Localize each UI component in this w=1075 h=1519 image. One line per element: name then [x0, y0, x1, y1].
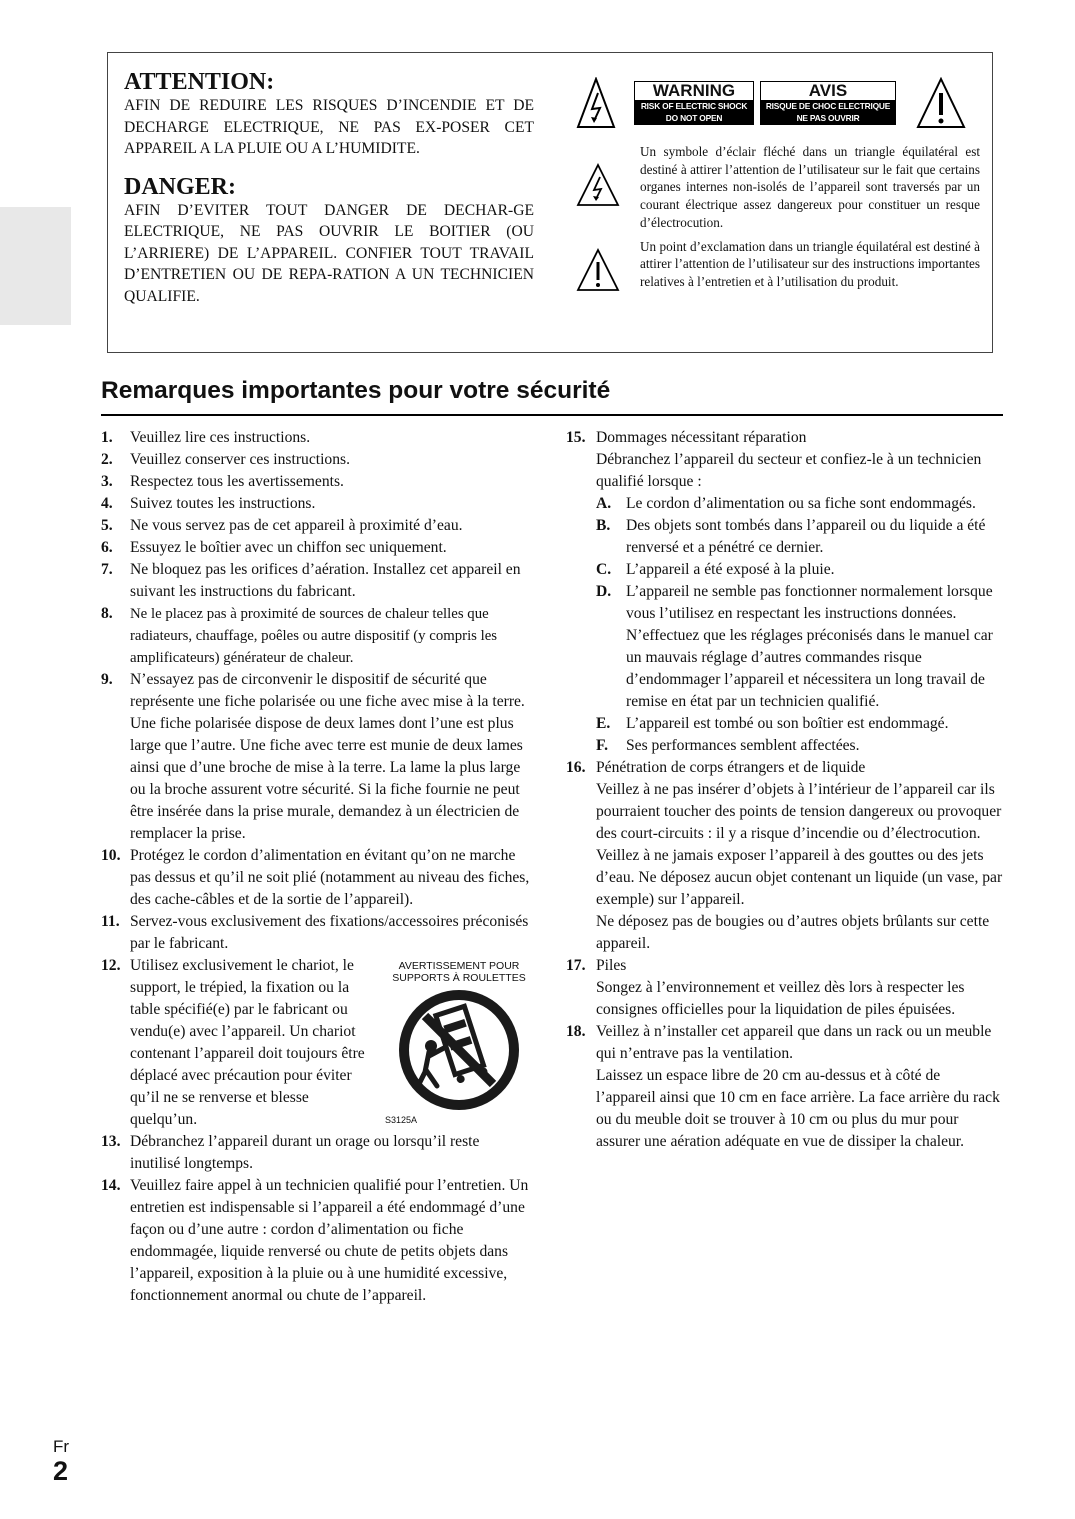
list-item: [101, 427, 533, 449]
sub-item-text: Ses performances semblent affectées.: [626, 737, 860, 754]
item-paragraph: Veillez à ne pas insérer d’objets à l’intérieur de l’appareil car ils pourraient toucher des points de tension dangereux ou provoquer des court-circuits : il y a risque d’incendie ou d’électrocution.: [596, 781, 1002, 842]
item-12-content: [130, 955, 533, 1131]
lightning-triangle-icon: [576, 77, 616, 129]
danger-text: AFIN D’EVITER TOUT DANGER DE DECHAR-GE ELECTRIQUE, NE PAS OUVRIR LE BOITIER (OU L’ARRIERE) DE L’APPAREIL. CONFIER TOUT TRAVAIL D’ENTRETIEN OU DE REPA-RATION A UN TECHNICIEN QUALIFIE.: [124, 201, 534, 305]
item-number: 16.: [566, 759, 586, 776]
item-text: Respectez tous les avertissements.: [130, 473, 344, 490]
item-title: Veillez à n’installer cet appareil que dans un rack ou un meuble qui n’entrave pas la ventilation.: [596, 1023, 992, 1062]
list-item: [101, 537, 533, 559]
cart-warning-figure: [385, 955, 533, 1131]
item-paragraph: Ne déposez pas de bougies ou d’autres objets brûlants sur cette appareil.: [596, 913, 990, 952]
sub-item-letter: F.: [596, 737, 608, 754]
cart-tip-over-icon: [389, 988, 531, 1114]
item-number: 3.: [101, 473, 113, 490]
cart-figure-code: S3125A: [385, 1115, 418, 1125]
item-text: Débranchez l’appareil du secteur et confiez-le à un technicien qualifié lorsque :: [596, 451, 982, 490]
warning-label: [634, 81, 754, 125]
list-item: [101, 493, 533, 515]
item-text: Suivez toutes les instructions.: [130, 495, 316, 512]
exclamation-triangle-icon: [916, 77, 966, 129]
item-18-content: [596, 1021, 1003, 1153]
list-item: [566, 955, 1003, 1021]
section-title: Remarques importantes pour votre sécurité: [101, 377, 611, 404]
exclamation-explanation: [576, 238, 980, 292]
item-number: 11.: [101, 913, 120, 930]
warning-label-line2: DO NOT OPEN: [635, 112, 753, 124]
sub-item: [596, 559, 1003, 581]
avis-label-title: AVIS: [808, 81, 848, 100]
sub-item-text: L’appareil a été exposé à la pluie.: [626, 561, 835, 578]
warning-labels: [634, 81, 896, 125]
warning-label-title: WARNING: [652, 81, 736, 100]
item-text: Utilisez exclusivement le chariot, le support, le trépied, la fixation ou la table spécifié(e) par le fabricant ou vendu(e) avec l’appareil. Un chariot contenant l’appareil doit toujours être déplacé avec précaution pour éviter qu’il ne se renverse et blesse quelqu’un.: [130, 957, 365, 1128]
item-text: Songez à l’environnement et veillez dès lors à respecter les consignes officielles pour la liquidation de piles épuisées.: [596, 979, 965, 1018]
item-text: Ne vous servez pas de cet appareil à proximité d’eau.: [130, 517, 463, 534]
right-column: [566, 427, 1003, 1153]
lightning-text: Un symbole d’éclair fléché dans un triangle équilatéral est destiné à attirer l’attention de l’utilisateur sur le fait que certains organes internes non-isolés de l’appareil sont traversés par un courant électrique assez dangereux pour constituer un resque d’électrocution.: [640, 144, 980, 230]
list-item: [101, 1131, 533, 1175]
sub-item-letter: E.: [596, 715, 611, 732]
item-title: Pénétration de corps étrangers et de liquide: [596, 759, 866, 776]
warning-label-line1: RISK OF ELECTRIC SHOCK: [635, 100, 753, 112]
sub-item: [596, 515, 1003, 559]
list-item: [101, 955, 533, 1131]
item-number: 18.: [566, 1023, 586, 1040]
attention-title: ATTENTION:: [124, 69, 275, 95]
item-number: 7.: [101, 561, 113, 578]
list-item: [101, 1175, 533, 1307]
item-text: Ne bloquez pas les orifices d’aération. Installez cet appareil en suivant les instructions du fabricant.: [130, 561, 521, 600]
exclamation-text: Un point d’exclamation dans un triangle équilatéral est destiné à attirer l’attention de l’utilisateur sur des instructions importantes relatives à l’entretien et à l’utilisation du produit.: [640, 238, 980, 289]
side-tab: [0, 207, 71, 325]
warning-label-row: [576, 77, 980, 129]
list-item: [566, 757, 1003, 955]
sub-item-text: L’appareil ne semble pas fonctionner normalement lorsque vous l’utilisez en respectant les instructions données. N’effectuez que les réglages préconisés dans le manuel car un mauvais réglage d’autres commandes risque d’endommager l’appareil et nécessitera un long travail de remise en état par un technicien qualifié.: [626, 583, 993, 710]
avis-label: [760, 81, 896, 125]
sub-item-text: Le cordon d’alimentation ou sa fiche sont endommagés.: [626, 495, 976, 512]
lightning-explanation: [576, 143, 980, 232]
item-text: N’essayez pas de circonvenir le dispositif de sécurité que représente une fiche polarisée ou une fiche avec mise à la terre. Une fiche polarisée dispose de deux lames dont l’une est plus large que l’autre. Une fiche avec terre est munie de deux lames ainsi que d’une broche de mise à la terre. La lame la plus large ou la broche assurent votre sécurité. Si la fiche fournie ne peut être insérée dans la prise murale, demandez à un électricien de remplacer la prise.: [130, 671, 525, 842]
item-title: Dommages nécessitant réparation: [596, 429, 807, 446]
page-number: 2: [53, 1456, 69, 1486]
sub-item-letter: C.: [596, 561, 612, 578]
item-text: Protégez le cordon d’alimentation en évitant qu’on ne marche pas dessus et qu’il ne soit plié (notamment au niveau des fiches, des cache-câbles et de la sortie de l’appareil).: [130, 847, 530, 908]
item-text: Laissez un espace libre de 20 cm au-dessus et à côté de l’appareil ainsi que 10 cm en face arrière. La face arrière du rack ou du meuble doit se trouver à 10 cm ou plus du mur pour assurer une aération adéquate en vue de dissiper la chaleur.: [596, 1067, 1000, 1150]
item-paragraph: Veillez à ne jamais exposer l’appareil à des gouttes ou des jets d’eau. Ne déposez aucun objet contenant un liquide (un vase, par exemple) sur l’appareil.: [596, 847, 1003, 908]
item-number: 13.: [101, 1133, 121, 1150]
list-item: [101, 911, 533, 955]
item-number: 15.: [566, 429, 586, 446]
cart-figure-caption: AVERTISSEMENT POUR SUPPORTS À ROULETTES: [392, 960, 526, 984]
list-item: [101, 669, 533, 845]
sub-item: [596, 713, 1003, 735]
item-number: 17.: [566, 957, 586, 974]
sub-item-letter: B.: [596, 517, 611, 534]
sub-item: [596, 735, 1003, 757]
list-item: [101, 603, 533, 669]
item-title: Piles: [596, 957, 627, 974]
attention-text: AFIN DE REDUIRE LES RISQUES D’INCENDIE ET DE DECHARGE ELECTRIQUE, NE PAS EX-POSER CET APPAREIL A LA PLUIE OU A L’HUMIDITE.: [124, 97, 534, 157]
list-item: [566, 427, 1003, 757]
item-text: Débranchez l’appareil durant un orage ou lorsqu’il reste inutilisé longtemps.: [130, 1133, 480, 1172]
avis-label-line1: RISQUE DE CHOC ELECTRIQUE: [761, 100, 895, 112]
item-text: Veuillez lire ces instructions.: [130, 429, 311, 446]
sub-item-letter: D.: [596, 583, 612, 600]
item-number: 8.: [101, 605, 113, 622]
warning-box: [107, 52, 993, 353]
list-item: [566, 1021, 1003, 1153]
item-number: 6.: [101, 539, 113, 556]
item-number: 5.: [101, 517, 113, 534]
item-number: 9.: [101, 671, 113, 688]
item-number: 14.: [101, 1177, 121, 1194]
item-text: Servez-vous exclusivement des fixations/accessoires préconisés par le fabricant.: [130, 913, 529, 952]
item-number: 12.: [101, 957, 121, 974]
list-item: [101, 845, 533, 911]
item-17-content: [596, 955, 1003, 1021]
item-15-content: [596, 427, 1003, 757]
list-item: [101, 449, 533, 471]
list-item: [101, 515, 533, 537]
item-number: 2.: [101, 451, 113, 468]
item-number: 1.: [101, 429, 113, 446]
list-item: [101, 559, 533, 603]
item-text: Essuyez le boîtier avec un chiffon sec uniquement.: [130, 539, 447, 556]
item-text: Ne le placez pas à proximité de sources de chaleur telles que radiateurs, chauffage, poêles ou autre dispositif (y compris les amplificateurs) générateur de chaleur.: [130, 606, 498, 666]
sub-item: [596, 581, 1003, 713]
section-rule: [101, 414, 1003, 416]
exclamation-symbol-icon: [576, 248, 620, 292]
sub-item-text: Des objets sont tombés dans l’appareil ou du liquide a été renversé et a pénétré ce dernier.: [626, 517, 986, 556]
left-column: [101, 427, 533, 1307]
footer-language: Fr: [53, 1437, 70, 1456]
item-text: Veuillez faire appel à un technicien qualifié pour l’entretien. Un entretien est indispensable si l’appareil a été endommagé d’une façon ou d’une autre : cordon d’alimentation ou fiche endommagée, liquide renversé ou chute de petits objets dans l’appareil, exposition à la pluie ou à une humidité excessive, fonctionnement anormal ou chute de l’appareil.: [130, 1177, 529, 1304]
sub-item-letter: A.: [596, 495, 612, 512]
danger-title: DANGER:: [124, 173, 236, 200]
symbols-block: [576, 77, 980, 292]
sub-item: [596, 493, 1003, 515]
avis-label-line2: NE PAS OUVRIR: [761, 112, 895, 124]
item-number: 4.: [101, 495, 113, 512]
item-text: Veuillez conserver ces instructions.: [130, 451, 350, 468]
sub-item-text: L’appareil est tombé ou son boîtier est endommagé.: [626, 715, 949, 732]
warning-text-block: [124, 69, 534, 307]
item-16-content: [596, 757, 1003, 955]
item-number: 10.: [101, 847, 121, 864]
lightning-symbol-icon: [576, 163, 620, 207]
list-item: [101, 471, 533, 493]
